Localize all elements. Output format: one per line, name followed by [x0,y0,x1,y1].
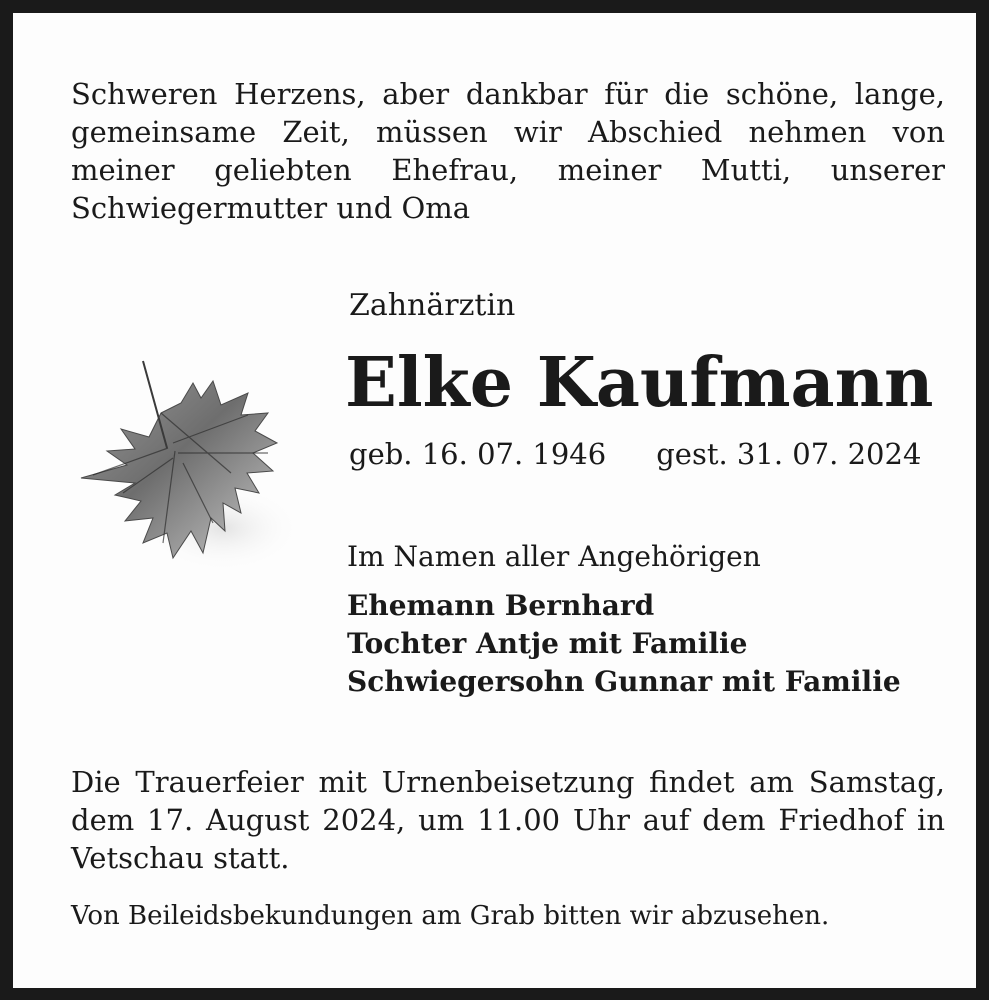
ceremony-text: Die Trauerfeier mit Urnenbeisetzung findet am Samstag, dem 17. August 2024, um 11.00 Uhr auf dem Friedhof in Vetschau statt. [71,765,945,875]
life-dates [349,437,921,471]
birth-date: geb. 16. 07. 1946 [349,437,607,471]
maple-leaf-icon [63,353,313,593]
family-member: Schwiegersohn Gunnar mit Familie [347,665,901,698]
family-list [347,587,901,701]
signoff-text: Im Namen aller Angehörigen [347,540,761,573]
family-member: Tochter Antje mit Familie [347,627,748,660]
profession-label: Zahnärztin [349,288,516,323]
closing-text: Von Beileidsbekundungen am Grab bitten wir abzusehen. [71,901,830,931]
deceased-name: Elke Kaufmann [345,343,934,423]
intro-text: Schweren Herzens, aber dankbar für die schöne, lange, gemeinsame Zeit, müssen wir Abschied nehmen von meiner geliebten Ehefrau, meiner Mutti, unserer Schwiegermutter und Oma [71,77,945,225]
family-member: Ehemann Bernhard [347,589,655,622]
death-date: gest. 31. 07. 2024 [656,437,922,471]
